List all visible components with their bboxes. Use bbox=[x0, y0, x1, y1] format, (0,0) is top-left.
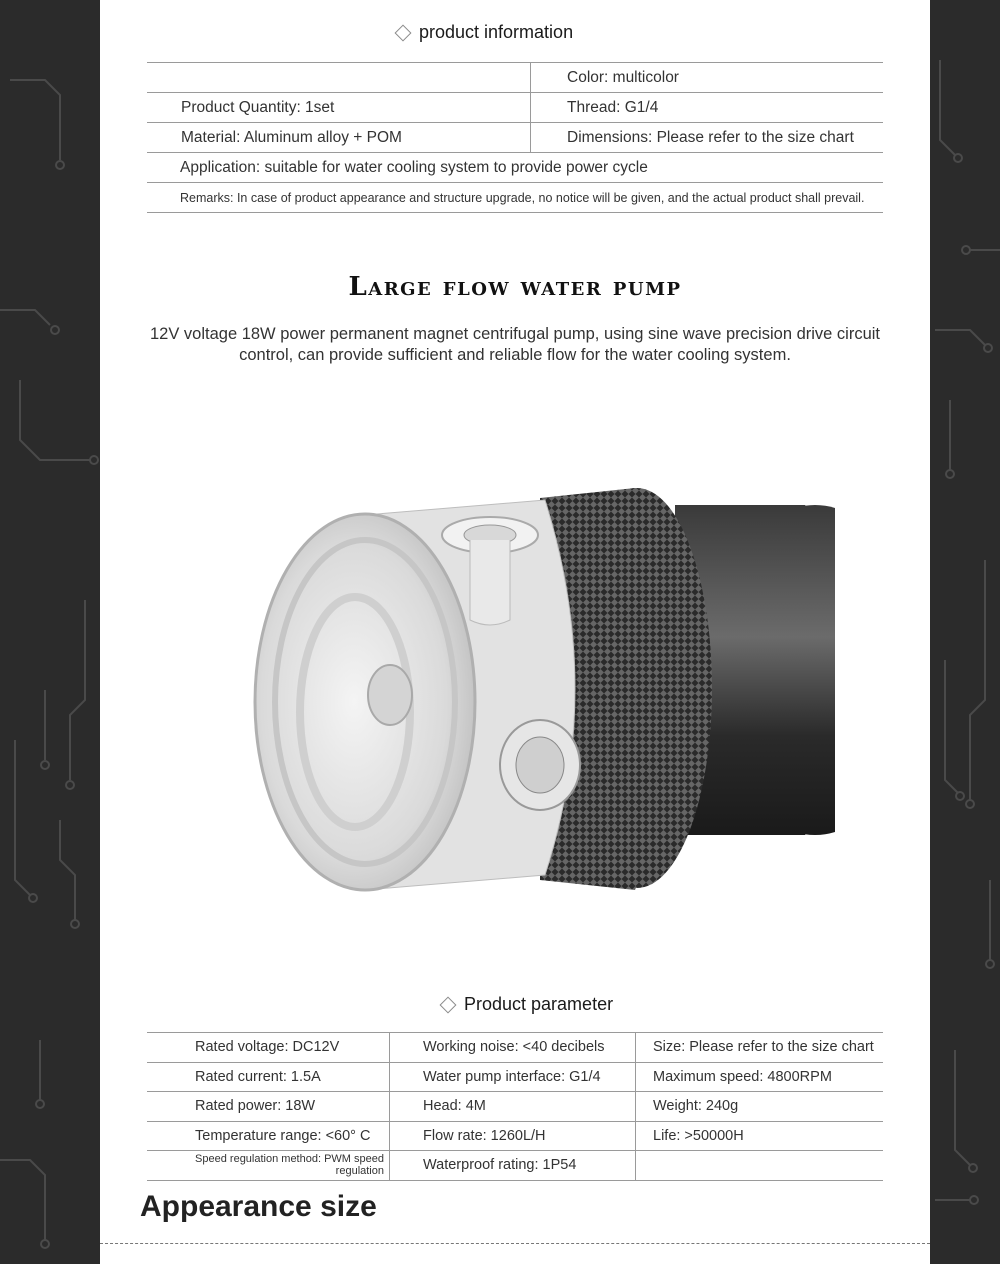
table-cell: Maximum speed: 4800RPM bbox=[653, 1068, 832, 1085]
product-information-table bbox=[147, 62, 883, 213]
table-cell: Rated current: 1.5A bbox=[147, 1062, 390, 1092]
table-row bbox=[147, 1121, 883, 1151]
table-cell: Rated power: 18W bbox=[147, 1092, 390, 1122]
diamond-icon bbox=[395, 24, 412, 41]
table-cell: Application: suitable for water cooling system to provide power cycle bbox=[180, 158, 648, 176]
table-cell: Product Quantity: 1set bbox=[147, 93, 531, 123]
table-cell: Size: Please refer to the size chart bbox=[653, 1039, 874, 1056]
product-information-title: product information bbox=[419, 22, 574, 42]
dashed-divider bbox=[100, 1243, 930, 1244]
table-cell: Speed regulation method: PWM speed regulation bbox=[147, 1151, 390, 1181]
product-parameter-table bbox=[147, 1032, 883, 1181]
product-page bbox=[100, 0, 930, 1264]
table-cell: Water pump interface: G1/4 bbox=[390, 1062, 636, 1092]
remarks-text: Remarks: In case of product appearance and structure upgrade, no notice will be given, and the actual product shall prevail. bbox=[180, 190, 865, 205]
table-row bbox=[147, 153, 883, 183]
right-circuit-border bbox=[930, 0, 1000, 1264]
table-row bbox=[147, 183, 883, 213]
water-pump-image bbox=[205, 480, 835, 910]
table-row bbox=[147, 63, 883, 93]
table-cell: Life: >50000H bbox=[653, 1127, 744, 1144]
table-cell: Material: Aluminum alloy + POM bbox=[147, 123, 531, 153]
appearance-size-heading: Appearance size bbox=[140, 1190, 377, 1223]
table-row bbox=[147, 1151, 883, 1181]
product-parameter-heading bbox=[442, 994, 613, 1015]
product-information-heading bbox=[397, 22, 573, 43]
table-cell: Dimensions: Please refer to the size chart bbox=[567, 128, 854, 146]
table-cell: Temperature range: <60° C bbox=[147, 1121, 390, 1151]
table-cell: Color: multicolor bbox=[567, 68, 679, 86]
table-cell: Thread: G1/4 bbox=[567, 98, 659, 116]
table-cell: Working noise: <40 decibels bbox=[390, 1033, 636, 1063]
diamond-icon bbox=[440, 996, 457, 1013]
table-cell: Weight: 240g bbox=[653, 1098, 739, 1115]
table-cell: Head: 4M bbox=[390, 1092, 636, 1122]
table-cell: Rated voltage: DC12V bbox=[147, 1033, 390, 1063]
table-row bbox=[147, 1092, 883, 1122]
circuit-pattern-icon bbox=[0, 0, 100, 1264]
table-row bbox=[147, 123, 883, 153]
table-cell: Flow rate: 1260L/H bbox=[390, 1121, 636, 1151]
table-cell bbox=[147, 63, 531, 93]
left-circuit-border bbox=[0, 0, 100, 1264]
table-row bbox=[147, 1033, 883, 1063]
table-row bbox=[147, 1062, 883, 1092]
feature-description: 12V voltage 18W power permanent magnet centrifugal pump, using sine wave precision drive circuit control, can provide sufficient and reliable flow for the water cooling system. bbox=[149, 325, 881, 364]
product-parameter-title: Product parameter bbox=[464, 994, 614, 1014]
table-cell bbox=[636, 1151, 884, 1181]
circuit-pattern-icon bbox=[930, 0, 1000, 1264]
table-row bbox=[147, 93, 883, 123]
feature-title: Large flow water pump bbox=[348, 272, 682, 302]
table-cell: Waterproof rating: 1P54 bbox=[390, 1151, 636, 1181]
